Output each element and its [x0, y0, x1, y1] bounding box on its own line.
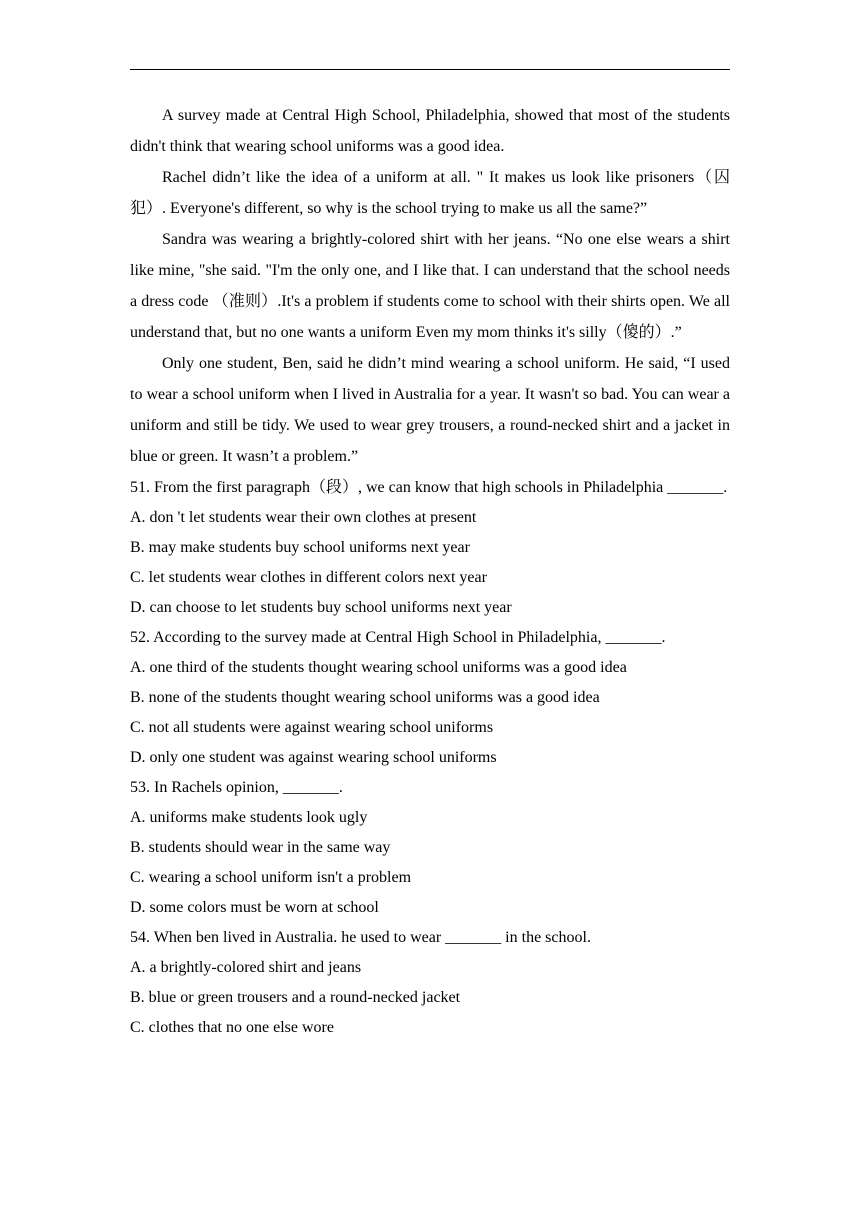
question-53: [130, 773, 730, 923]
question-option: C. wearing a school uniform isn't a problem: [130, 869, 412, 886]
question-option: B. none of the students thought wearing school uniforms was a good idea: [130, 689, 600, 706]
question-stem: 54. When ben lived in Australia. he used to wear _______ in the school.: [130, 929, 591, 946]
question-stem: 51. From the first paragraph（段）, we can know that high schools in Philadelphia _______.: [130, 479, 728, 496]
passage-paragraph: A survey made at Central High School, Philadelphia, showed that most of the students didn't think that wearing school uniforms was a good idea.: [130, 107, 730, 155]
question-51: [130, 472, 730, 623]
passage-paragraph: Only one student, Ben, said he didn’t mind wearing a school uniform. He said, “I used to wear a school uniform when I lived in Australia for a year. It wasn't so bad. You can wear a uniform and still be tidy. We used to wear grey trousers, a round-necked shirt and a jacket in blue or green. It wasn’t a problem.”: [130, 355, 730, 465]
question-option: C. let students wear clothes in different colors next year: [130, 569, 487, 586]
question-option: A. don 't let students wear their own clothes at present: [130, 509, 477, 526]
question-option: B. blue or green trousers and a round-necked jacket: [130, 989, 461, 1006]
header-rule: [130, 69, 730, 70]
question-stem: 53. In Rachels opinion, _______.: [130, 779, 343, 796]
question-option: C. not all students were against wearing school uniforms: [130, 719, 494, 736]
question-option: B. may make students buy school uniforms next year: [130, 539, 470, 556]
passage-paragraph: Sandra was wearing a brightly-colored shirt with her jeans. “No one else wears a shirt like mine, "she said. "I'm the only one, and I like that. I can understand that the school needs a dress code （准则）.It's a problem if students come to school with their shirts open. We all understand that, but no one wants a uniform Even my mom thinks it's silly（傻的）.”: [130, 231, 730, 341]
question-52: [130, 623, 730, 773]
reading-passage: [130, 100, 730, 1043]
question-option: C. clothes that no one else wore: [130, 1019, 334, 1036]
question-option: D. can choose to let students buy school uniforms next year: [130, 599, 512, 616]
question-option: B. students should wear in the same way: [130, 839, 391, 856]
question-option: A. a brightly-colored shirt and jeans: [130, 959, 362, 976]
question-stem: 52. According to the survey made at Central High School in Philadelphia, _______.: [130, 629, 666, 646]
question-option: A. uniforms make students look ugly: [130, 809, 368, 826]
question-option: D. some colors must be worn at school: [130, 899, 379, 916]
question-option: A. one third of the students thought wearing school uniforms was a good idea: [130, 659, 627, 676]
question-54: [130, 923, 730, 1043]
question-option: D. only one student was against wearing school uniforms: [130, 749, 497, 766]
passage-paragraph: Rachel didn’t like the idea of a uniform at all. " It makes us look like prisoners（囚犯）. Everyone's different, so why is the school trying to make us all the same?”: [130, 169, 730, 217]
